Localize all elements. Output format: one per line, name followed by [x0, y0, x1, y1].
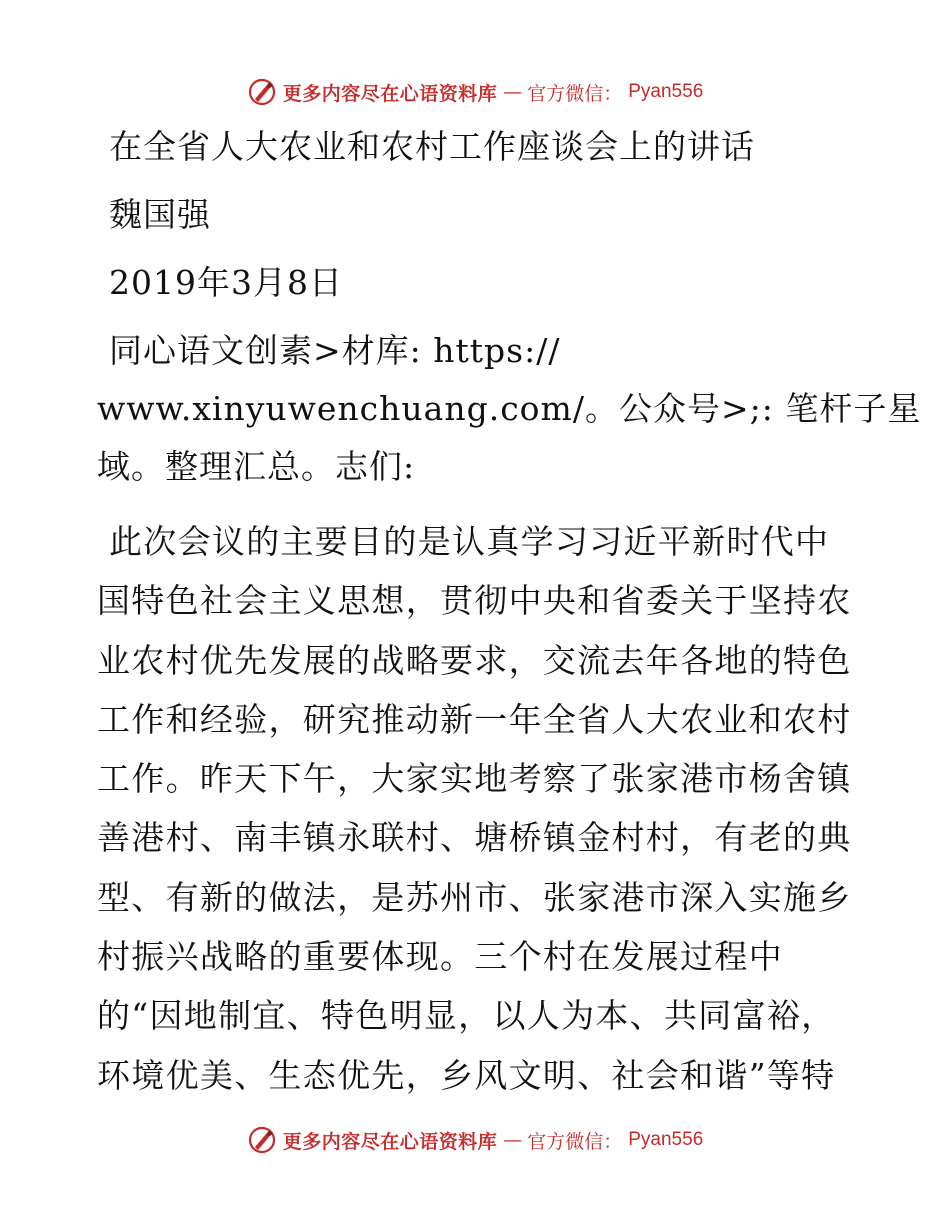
- body-line: 村振兴战略的重要体现。三个村在发展过程中: [97, 937, 783, 977]
- document-title: 在全省人大农业和农村工作座谈会上的讲话: [109, 127, 755, 166]
- source-line-3: 域。整理汇总。志们:: [97, 447, 416, 486]
- watermark-handle: Pyan556: [628, 81, 704, 102]
- body-line: 工作。昨天下午，大家实地考察了张家港市杨舍镇: [97, 759, 852, 799]
- footer-watermark-banner: [0, 1120, 950, 1160]
- document-body: [97, 124, 922, 1105]
- watermark-content: [247, 77, 704, 107]
- body-line: 善港村、南丰镇永联村、塘桥镇金村村，有老的典: [97, 818, 852, 858]
- watermark-handle: Pyan556: [628, 1129, 704, 1150]
- body-line: 此次会议的主要目的是认真学习习近平新时代中: [109, 522, 830, 561]
- watermark-contact-label: 官方微信：: [527, 82, 623, 105]
- watermark-separator: —: [503, 81, 522, 103]
- document-date: 2019年3月8日: [109, 263, 343, 302]
- watermark-contact-label: 官方微信：: [527, 1130, 623, 1153]
- body-line: 工作和经验，研究推动新一年全省人大农业和农村: [97, 699, 852, 739]
- body-paragraph: [97, 512, 857, 1105]
- watermark-brand-text: 更多内容尽在心语资料库: [282, 1130, 498, 1153]
- pen-logo-icon: [247, 1125, 277, 1155]
- source-line-2: www.xinyuwenchuang.com/。公众号>;: 笔杆子星: [97, 389, 922, 428]
- watermark-content: [247, 1125, 704, 1155]
- body-line: 业农村优先发展的战略要求，交流去年各地的特色: [97, 640, 852, 680]
- watermark-separator: —: [503, 1129, 522, 1151]
- body-line: 环境优美、生态优先，乡风文明、社会和谐”等特: [97, 1055, 836, 1095]
- pen-logo-icon: [247, 77, 277, 107]
- header-watermark-banner: [0, 72, 950, 112]
- body-line: 型、有新的做法，是苏州市、张家港市深入实施乡: [97, 877, 852, 917]
- document-author: 魏国强: [109, 195, 211, 234]
- body-line: 的“因地制宜、特色明显，以人为本、共同富裕，: [97, 996, 836, 1036]
- source-line-1: 同心语文创素>材库: https://: [109, 331, 561, 370]
- watermark-brand-text: 更多内容尽在心语资料库: [282, 82, 498, 105]
- body-line: 国特色社会主义思想，贯彻中央和省委关于坚持农: [97, 581, 852, 621]
